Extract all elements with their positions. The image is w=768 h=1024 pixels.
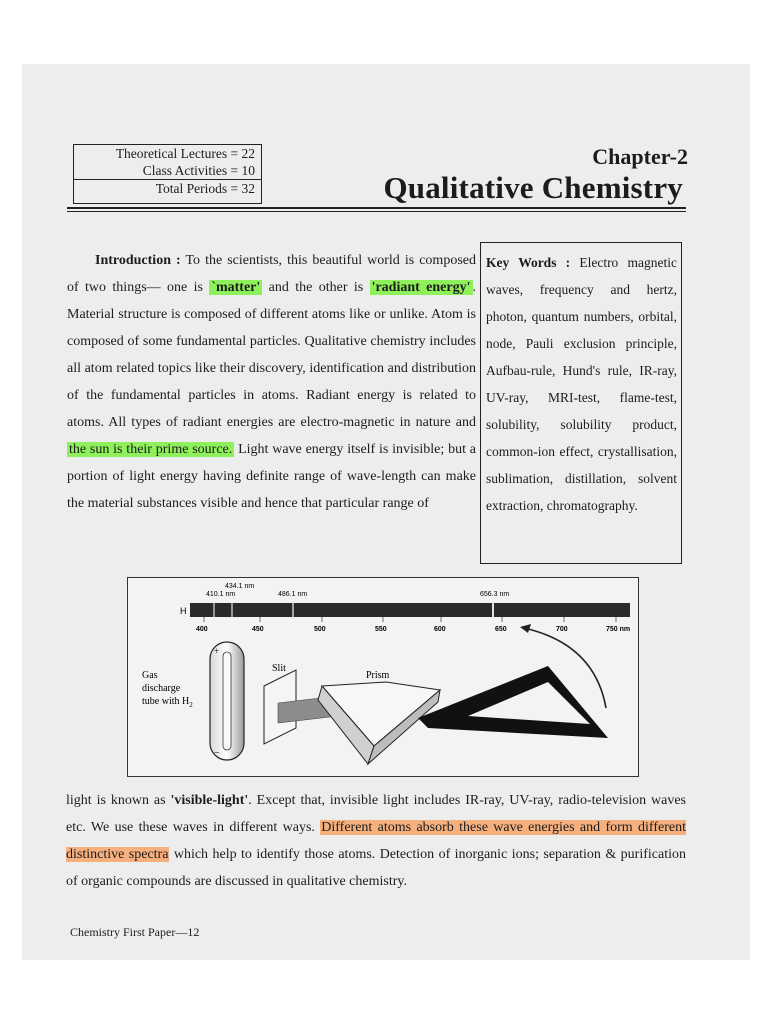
periods-table: [73, 144, 262, 204]
scale-tick-label: 450: [252, 626, 264, 633]
gas-label: discharge: [142, 683, 181, 694]
title-rule-thin: [67, 211, 686, 212]
line-label: 656.3 nm: [480, 591, 510, 598]
line-label: 434.1 nm: [225, 583, 255, 590]
matter-highlight: `matter': [211, 280, 261, 295]
scale-tick-label: 700: [556, 626, 568, 633]
gas-label: Gas: [142, 670, 158, 681]
scale-ticks: [204, 617, 616, 622]
key-words-label: Key Words :: [486, 255, 571, 270]
slit-label: Slit: [272, 663, 286, 674]
visible-light-term: 'visible-light': [170, 793, 249, 808]
closing-paragraph: [66, 787, 686, 895]
tube-capillary: [223, 652, 231, 750]
title-rule: [67, 207, 686, 209]
intro-text: . Material structure is composed of different atoms like or unlike. Atom is composed of some fundamental particles. Qualitative chemistry includes all atom related topics like their discovery, identification and distribution of the fundamental particles in atoms. Radiant energy is related to atoms. All types of radiant energies are electro-magnetic in nature and: [67, 280, 476, 430]
scale-tick-label: 650: [495, 626, 507, 633]
outro-text: which help to identify those atoms. Detection of inorganic ions; separation & purification of organic compounds are discussed in qualitative chemistry.: [66, 847, 686, 889]
scale-tick-label: 550: [375, 626, 387, 633]
introduction-paragraph: [67, 247, 476, 517]
cathode-sign: −: [214, 748, 220, 759]
arrow-head-icon: [520, 624, 531, 633]
spectrum-element: H: [180, 606, 187, 616]
scale-tick-label: 600: [434, 626, 446, 633]
key-words-box: [480, 242, 682, 564]
hydrogen-spectrum-figure: [127, 577, 639, 777]
line-label: 486.1 nm: [278, 591, 308, 598]
theoretical-lectures: Theoretical Lectures = 22: [115, 146, 255, 161]
spectrum-diagram: [128, 578, 638, 776]
intro-text: Light wave energy itself is invisible; but a portion of light energy having definite range of wave-length can make the material substances visible and hence that particular range of: [67, 442, 476, 511]
outro-text: light is known as: [66, 793, 171, 808]
page-footer: Chemistry First Paper—12: [70, 925, 200, 939]
prism-label: Prism: [366, 670, 390, 681]
outro-text: . Except that, invisible light includes IR-ray, UV-ray, radio-television waves etc. We use these waves in different ways.: [66, 793, 687, 835]
key-words-text: Electro magnetic waves, frequency and hertz, photon, quantum numbers, orbital, node, Pauli exclusion principle, Aufbau-rule, Hund's rule, IR-ray, UV-ray, MRI-test, flame-test, solubility, solubility product, common-ion effect, crystallisation, sublimation, distillation, solvent extraction, chromatography.: [486, 255, 677, 513]
scale-tick-label: 400: [196, 626, 208, 633]
line-label: 410.1 nm: [206, 591, 236, 598]
scale-tick-label: 750 nm: [606, 626, 631, 633]
class-activities: Class Activities = 10: [74, 162, 261, 180]
sun-source-highlight: the sun is their prime source.: [69, 442, 233, 457]
chapter-title: Qualitative Chemistry: [383, 170, 683, 205]
total-periods: Total Periods = 32: [155, 181, 255, 196]
introduction-label: Introduction :: [95, 253, 181, 268]
intro-text: To the scientists, this beautiful world is composed of two things— one is: [67, 253, 476, 295]
spectra-highlight: Different atoms absorb these wave energies and form different distinctive spectra: [66, 820, 686, 862]
anode-sign: +: [214, 646, 220, 656]
scale-tick-label: 500: [314, 626, 326, 633]
gas-label: tube with $H_2$: [142, 696, 193, 709]
chapter-number: Chapter-2: [592, 144, 688, 169]
spectrum-bar: [190, 603, 630, 617]
radiant-energy-highlight: 'radiant energy': [371, 280, 471, 295]
intro-text: and the other is: [262, 280, 370, 295]
